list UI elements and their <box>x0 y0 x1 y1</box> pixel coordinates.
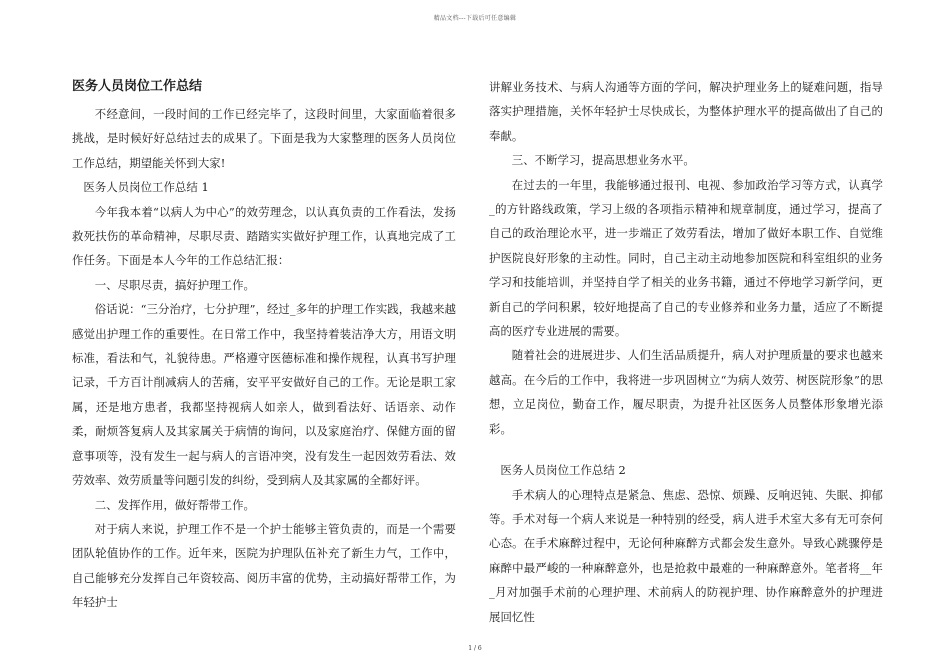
paragraph: 手术病人的心理特点是紧急、焦虑、恐惊、烦躁、反响迟钝、失眠、抑郁等。手术对每一个病人来说是一种特别的经受，病人进手术室大多有无可奈何心态。在手术麻醉过程中，无论何种麻醉方式都会发生意外。导致心跳骤停是麻醉中最严峻的一种麻醉意外，也是抢救中最难的一种麻醉意外。笔者将__年_月对加强手术前的心理护理、术前病人的防视护理、协作麻醉意外的护理进展回忆性 <box>489 487 883 624</box>
paragraph: 不经意间，一段时间的工作已经完毕了，这段时间里，大家面临着很多挑战，是时候好好总结过去的成果了。下面是我为大家整理的医务人员岗位工作总结，期望能关怀到大家! <box>72 107 456 170</box>
right-column <box>489 75 883 629</box>
spacer <box>489 441 883 458</box>
paragraph: 二、发挥作用，做好帮带工作。 <box>94 497 255 512</box>
left-column <box>72 72 456 615</box>
paragraph: 随着社会的进展进步、人们生活品质提升，病人对护理质量的要求也越来越高。在今后的工作中，我将进一步巩固树立“为病人效劳、树医院形象”的思想，立足岗位，勤奋工作，履尽职责，为提升社区医务人员整体形象增光添彩。 <box>489 348 883 436</box>
paragraph: 一、尽职尽责，搞好护理工作。 <box>94 277 255 292</box>
paragraph: 三、不断学习，提高思想业务水平。 <box>511 153 695 168</box>
section-heading: 医务人员岗位工作总结 1 <box>83 180 209 195</box>
paragraph: 俗话说：“三分治疗，七分护理”，经过_多年的护理工作实践，我越来越感觉出护理工作的重要性。在日常工作中，我坚持着装洁净大方，用语文明标准，看法和气，礼貌待患。严格遵守医德标准和操作规程，认真书写护理记录，千方百计削减病人的苦痛，安平平安做好自己的工作。无论是职工家属，还是地方患者，我都坚持视病人如亲人，做到看法好、话语亲、动作柔，耐烦答复病人及其家属关于病情的询问，以及家庭治疗、保健方面的留意事项等，没有发生一起与病人的言语冲突，没有发生一起因效劳看法、效劳效率、效劳质量等问题引发的纠纷，受到病人及其家属的全都好评。 <box>72 302 456 488</box>
paragraph: 对于病人来说，护理工作不是一个护士能够主管负责的，而是一个需要团队轮值协作的工作。近年来，医院为护理队伍补充了新生力气，工作中，自己能够充分发挥自己年资较高、阅历丰富的优势，主动搞好帮带工作，为年轻护士 <box>72 521 456 610</box>
document-title: 医务人员岗位工作总结 <box>72 79 203 94</box>
paragraph: 讲解业务技术、与病人沟通等方面的学问，解决护理业务上的疑难问题，指导落实护理措施，关怀年轻护士尽快成长，为整体护理水平的提高做出了自己的奉献。 <box>489 80 883 143</box>
page-number: 1 / 6 <box>468 645 482 652</box>
paragraph: 今年我本着“以病人为中心”的效劳理念，以认真负责的工作看法，发扬救死扶伤的革命精神，尽职尽责、踏踏实实做好护理工作，认真地完成了工作任务。下面是本人今年的工作总结汇报： <box>72 204 456 268</box>
paragraph: 在过去的一年里，我能够通过报刊、电视、参加政治学习等方式，认真学_的方针路线政策，学习上级的各项指示精神和规章制度，通过学习，提高了自己的政治理论水平，进一步端正了效劳看法，增加了做好本职工作、自觉维护医院良好形象的主动性。同时，自己主动主动地参加医院和科室组织的业务学习和技能培训，并坚持自学了相关的业务书籍，通过不停地学习新学问，更新自己的学问积累，较好地提高了自己的专业修养和业务力量，适应了不断提高的医疗专业进展的需要。 <box>489 177 883 339</box>
section-heading: 医务人员岗位工作总结 2 <box>500 463 626 478</box>
page-header: 精品文档---下载后可任意编辑 <box>433 15 517 22</box>
left-paragraphs <box>72 102 456 615</box>
